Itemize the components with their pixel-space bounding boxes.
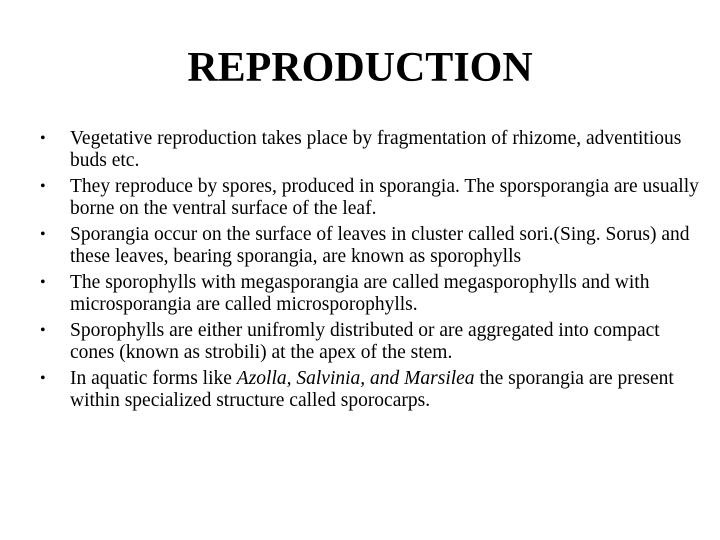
- bullet-item: [40, 272, 700, 316]
- bullet-text-after: the sporangia are present within specialized structure called sporocarps.: [70, 368, 674, 411]
- bullet-list: [40, 128, 700, 416]
- bullet-text: Vegetative reproduction takes place by fragmentation of rhizome, adventitious buds etc.: [70, 128, 682, 171]
- bullet-icon: •: [40, 178, 46, 195]
- bullet-text: [70, 368, 674, 411]
- bullet-text: Sporophylls are either unifromly distributed or are aggregated into compact cones (known as strobili) at the apex of the stem.: [70, 320, 660, 363]
- bullet-text: The sporophylls with megasporangia are called megasporophylls and with microsporangia are called microsporophylls.: [70, 272, 650, 315]
- bullet-item: [40, 176, 700, 220]
- bullet-icon: •: [40, 226, 46, 243]
- bullet-icon: •: [40, 274, 46, 291]
- bullet-text: Sporangia occur on the surface of leaves in cluster called sori.(Sing. Sorus) and these leaves, bearing sporangia, are known as sporophylls: [70, 224, 690, 267]
- bullet-text-italic: Azolla, Salvinia, and Marsilea: [236, 368, 475, 389]
- bullet-text-before: In aquatic forms like: [70, 368, 237, 389]
- bullet-text: They reproduce by spores, produced in sporangia. The sporsporangia are usually borne on the ventral surface of the leaf.: [70, 176, 699, 219]
- bullet-icon: •: [40, 322, 46, 339]
- bullet-item: [40, 320, 700, 364]
- bullet-item: [40, 128, 700, 172]
- bullet-item: [40, 224, 700, 268]
- bullet-icon: •: [40, 370, 46, 387]
- bullet-icon: •: [40, 130, 46, 147]
- slide-title: REPRODUCTION: [187, 45, 533, 91]
- bullet-item: [40, 368, 700, 412]
